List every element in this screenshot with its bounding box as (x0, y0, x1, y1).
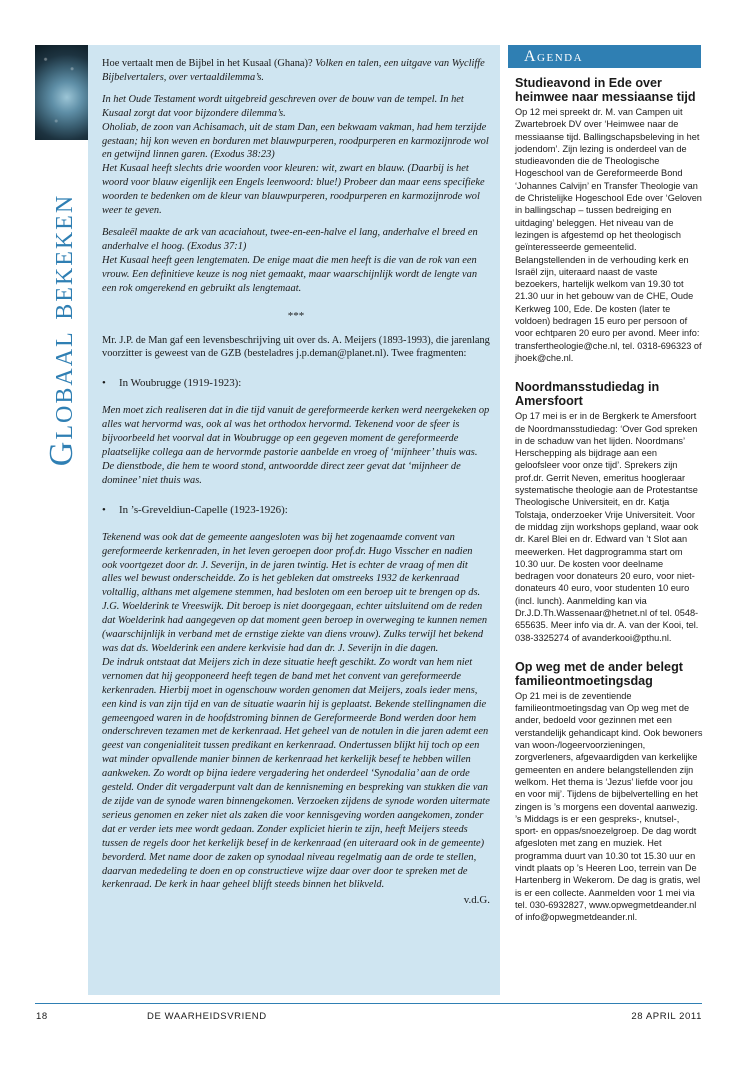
article-paragraph: Mr. J.P. de Man gaf een levensbeschrijving uit over ds. A. Meijers (1893-1993), die jarenlang voorzitter is geweest van de GZB (besteladres j.p.deman@planet.nl). Twee fragmenten: (102, 334, 490, 360)
bullet-heading: • In ’s-Greveldiun-Capelle (1923-1926): (102, 503, 288, 516)
section-divider: *** (287, 309, 305, 322)
agenda-header-text: Agenda (524, 48, 584, 65)
agenda-item-title: Op weg met de ander belegt familieontmoetingsdag (515, 659, 683, 688)
agenda-item-body: Op 17 mei is er in de Bergkerk te Amersfoort de Noordmansstudiedag: ‘Over God spreken in de schaduw van het lijden. Noordmans’ Herschepping als bijdrage aan een geloofsleer voor onze tijd’. Sprekers zijn prof.dr. Gerrit Neven, emeritus hoogleraar systematische theologie aan de Protestantse Theologische Universiteit, en dr. Katja Tolstaja, onderzoeker Vrije Universiteit. Voor de middag zijn workshops gepland, waar ook dr. Karel Blei en dr. Edward van ’t Slot aan meewerken. Het dagprogramma start om 10.30 uur. De kosten voor deelname bedragen voor donateurs 20 euro, voor niet-donateurs 40 euro, voor studenten 10 euro (incl. lunch). Aanmelding kan via Dr.J.D.Th.Wassenaar@hetnet.nl of tel. 0548-655635. Meer info via dr. A. van der Kooi, tel. 038-3325274 of avanderkooi@pthu.nl. (515, 411, 699, 643)
intro-text: Hoe vertaalt men de Bijbel in het Kusaal (Ghana)? (102, 58, 313, 69)
article-paragraph: Oholiab, de zoon van Achisamach, uit de stam Dan, een bekwaam vakman, had hem terzijde gestaan; hij kon weven en borduren met blauwpurperen, roodpurperen en karmozijnrode wol en getwijnd linnen garen. (Exodus 38:23) (102, 121, 489, 161)
bullet-heading-text: In Woubrugge (1919-1923): (119, 377, 242, 390)
article-paragraph: Besaleël maakte de ark van acaciahout, twee-en-een-halve el lang, anderhalve el breed en anderhalve el hoog. (Exodus 37:1) (102, 226, 478, 252)
page-number: 18 (36, 1011, 48, 1022)
agenda-item (515, 660, 703, 924)
article-paragraph: Het Kusaal heeft geen lengtematen. De enige maat die men heeft is die van de rok van een vrouw. Een definitieve keuze is nog niet gemaakt, maar waarschijnlijk wordt de lengte van een rok omgerekend en gebruikt als lengtemaat. (102, 254, 478, 294)
globe-image (35, 45, 88, 140)
article-paragraph: Tekenend was ook dat de gemeente aangesloten was bij het zogenaamde convent van gereformeerde kerkenraden, in het leven geroepen door prof.dr. Hugo Visscher en nadien ook voortgezet door dr. J. Severijn, in de jaren twintig. Het is echter de vraag of men dit alles wel bewust onderscheidde. Zo is het gebleken dat omstreeks 1932 de kerkenraad voltallig, althans met algemene stemmen, had besloten om een beroep uit te brengen op ds. J.G. Woelderink te Vreeswijk. Dit beroep is niet doorgegaan, echter uitsluitend om de reden dat Woelderink had aangegeven op dat moment geen beroep in overweging te kunnen nemen (waarschijnlijk in verband met de ernstige ziekte van diens vrouw). Zulks terwijl het bekend was dat ds. Woelderink een andere kerkvisie had dan dr. J. Severijn in die dagen. (102, 531, 488, 654)
author-signature: v.d.G. (463, 894, 490, 907)
section-title-text: Globaal bekeken (43, 193, 80, 467)
agenda-item (515, 76, 703, 364)
article-body (102, 57, 490, 906)
agenda-column (515, 76, 703, 940)
agenda-item-title: Noordmansstudiedag in Amersfoort (515, 380, 660, 409)
bullet-heading: • In Woubrugge (1919-1923): (102, 377, 242, 390)
intro-source: Volken en talen, een uitgave van Wycliffe Bijbelvertalers, over vertaaldilemma’s. (102, 58, 485, 83)
agenda-item-body: Op 21 mei is de zeventiende familieontmoetingsdag van Op weg met de ander, bedoeld voor gezinnen met een verstandelijk gehandicapt kind. Ook bewoners van woon-/logeervoorzieningen, zorgverleners, afgevaardigden van kerkelijke gemeenten en andere belangstellenden zijn welkom. Het thema is ‘Jezus’ liefde voor jou en voor mij’. Tijdens de bijbelvertelling en het zingen is ’s morgens een dovental aanwezig. ’s Middags is er een gespreks-, knutsel-, sport- en oppas/snoezelgroep. De dag wordt afgesloten met zang en muziek. Het programma duurt van 10.30 tot 15.30 uur en vindt plaats op ’s Heeren Loo, terrein van De Hartenberg in Wekerom. De dag is gratis, wel is er een collecte. Aanmelden voor 1 mei via tel. 030-6932827, www.opwegmetdeander.nl of info@opwegmetdeander.nl. (515, 690, 703, 923)
publication-name: DE WAARHEIDSVRIEND (147, 1011, 267, 1022)
intro-paragraph (102, 57, 490, 85)
section-title (36, 140, 88, 520)
main-article-panel (88, 45, 500, 995)
agenda-item (515, 380, 703, 644)
agenda-item-title: Studieavond in Ede over heimwee naar messiaanse tijd (515, 76, 696, 104)
issue-date: 28 APRIL 2011 (631, 1011, 702, 1022)
article-paragraph: Men moet zich realiseren dat in die tijd vanuit de gereformeerde kerken werd neergekeken op alles wat hervormd was, ook al was het orthodox hervormd. Tekenend voor de sfeer is bijvoorbeeld het voorval dat in Woubrugge op een gegeven moment de gereformeerde plaatselijke collega aan de hervormde pastorie aanbelde en vroeg of ‘mijnheer’ thuis was. De dienstbode, die hem te woord stond, antwoordde direct zeer gevat dat ‘mijnheer de dominee’ niet thuis was. (102, 405, 490, 486)
agenda-item-body: Op 12 mei spreekt dr. M. van Campen uit Zwartebroek DV over ‘Heimwee naar de messiaanse tijd. Ballingschapsbeleving in het jodendom’. Zijn lezing is onderdeel van de studieavonden die de Theologische Hogeschool van de Gereformeerde Bond ‘Johannes Calvijn’ en Transfer Theologie van de Christelijke Hogeschool Ede over ‘Geloven in ballingschap – tussen bedreiging en uitdaging’ beleggen. Het niveau van de lezingen is afgestemd op het theologisch geïnteresseerde gemeentelid. Belangstellenden in de verhouding kerk en Israël zijn, uiteraard naast de vaste bezoekers, hartelijk welkom van 19.30 tot 21.30 uur in het gebouw van de CHE, Oude Kerkweg 100, Ede. De kosten (later te voldoen) bedragen 15 euro per persoon of voor echtparen 20 euro per avond. Meer info: transfertheologie@che.nl, tel. 0318-696323 of jhoek@che.nl. (515, 107, 702, 363)
footer-rule (35, 1003, 702, 1004)
bullet-heading-text: In ’s-Greveldiun-Capelle (1923-1926): (119, 503, 288, 516)
article-paragraph: De indruk ontstaat dat Meijers zich in deze situatie heeft geschikt. Zo wordt van hem niet vernomen dat hij geopponeerd heeft tegen de band met het convent van gereformeerde kerkenraden. Hierbij moet in ogenschouw worden genomen dat Meijers, zoals ieder mens, een kind is van zijn tijd en van de situatie waarin hij is geplaatst. Bekende stellingnamen die gemeengoed waren in de hoofdstroming binnen de Gereformeerde Bond werden door hem onderschreven tezamen met de kerkenraad. Het geheel van de notulen in die jaren ademt een geest van congenialiteit tussen predikant en kerkenraad. Ondertussen blijkt hij toch op een wat minder opvallende manier binnen de kerkenraad het kerkelijk besef te hebben willen aankweken. Zo wordt op bijna iedere vergadering het onderdeel ‘Synodalia’ aan de orde gesteld. Onder dit vergaderpunt valt dan de kennisneming en bespreking van stukken die van de zijde van de synode waren binnengekomen. Verzoeken zijdens de synode worden uitermate serieus genomen en zeker niet als zaken die voor kennisgeving worden aangekomen, zonder dat er verder iets mee wordt gedaan. Zonder expliciet hierin te zijn, heeft Meijers steeds tussen de regels door het kerkelijk besef in de kerkenraad (en uiteraard ook in de gemeente) bevorderd. Met name door de zaken op synodaal niveau regelmatig aan de orde te stellen, daarvan mededeling te doen en op constructieve wijze daar over door te spreken met de kerkenraad. De kerk in haar geheel blijft steeds binnen het blikveld. (102, 656, 490, 891)
article-paragraph: In het Oude Testament wordt uitgebreid geschreven over de bouw van de tempel. In het Kusaal zorgt dat voor bijzondere dilemma’s. (102, 93, 464, 119)
article-paragraph: Het Kusaal heeft slechts drie woorden voor kleuren: wit, zwart en blauw. (Daarbij is het woord voor blauw eigenlijk een Engels leenwoord: blue!) Probeer dan maar eens specifieke woorden te bedenken om de kleur van blauwpurperen, roodpurperen en karmozijnrode wol weer te geven. (102, 163, 485, 217)
agenda-header (508, 45, 701, 68)
